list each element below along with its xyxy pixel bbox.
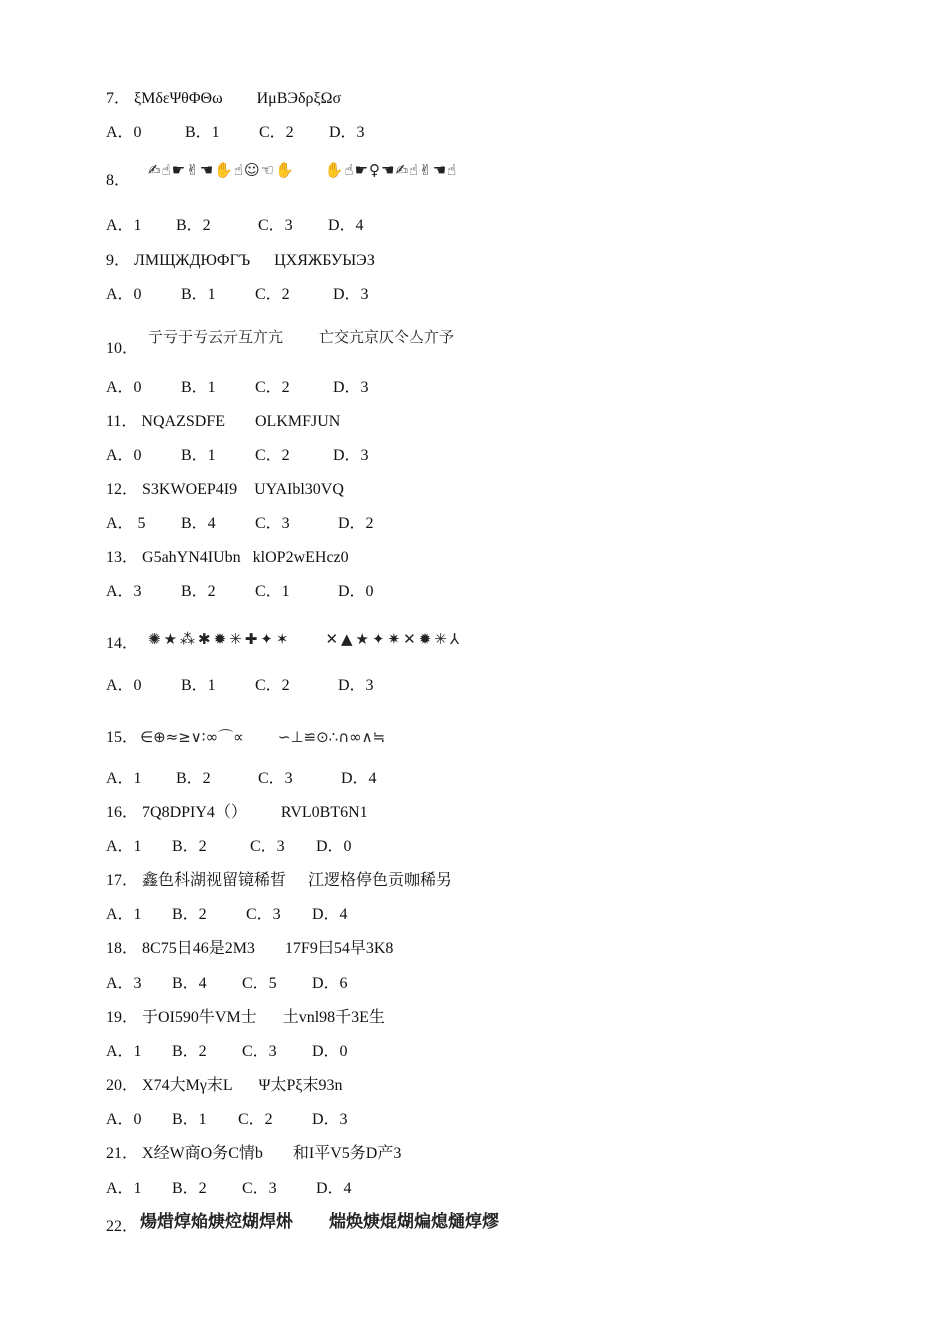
option-c: C．2 <box>255 286 290 303</box>
sequence-a: ✍☝☛✌☚✋☝☺☜✋ <box>148 161 295 179</box>
option-d: D．4 <box>316 1180 352 1197</box>
option-b: B．2 <box>172 1043 207 1060</box>
question-number: 18． <box>106 940 139 957</box>
option-c: C．2 <box>255 379 290 396</box>
options-10 <box>106 378 369 398</box>
sequence-a: 7Q8DPIY4（） <box>142 804 247 821</box>
option-b: B．2 <box>172 838 207 855</box>
option-a: A．1 <box>106 838 142 855</box>
sequence-a: ✺★⁂✱✹✳✚✦✶ <box>148 630 292 648</box>
sequence-b: 土vnl98千3E生 <box>282 1009 385 1026</box>
option-d: D．3 <box>333 447 369 464</box>
option-a: A．1 <box>106 1180 142 1197</box>
question-17 <box>106 871 452 891</box>
option-a: A．0 <box>106 379 142 396</box>
question-11 <box>106 412 340 432</box>
question-number: 10． <box>106 340 139 357</box>
option-c: C．5 <box>242 975 277 992</box>
sequence-a: ∈⊕≈≥∨∶∞⌒∝ <box>140 728 244 746</box>
question-7 <box>106 89 341 109</box>
option-c: C．1 <box>255 583 290 600</box>
option-b: B．1 <box>181 286 216 303</box>
option-d: D．4 <box>328 217 364 234</box>
options-19 <box>106 1042 348 1062</box>
question-12 <box>106 480 344 500</box>
options-18 <box>106 974 348 994</box>
option-b: B．2 <box>176 217 211 234</box>
option-a: A．1 <box>106 770 142 787</box>
sequence-a: G5ahYN4IUbn <box>142 549 241 566</box>
option-c: C．3 <box>246 906 281 923</box>
question-number: 16． <box>106 804 139 821</box>
option-c: C．2 <box>255 677 290 694</box>
question-number: 8． <box>106 172 131 189</box>
sequence-a: 8C75日46是2M3 <box>142 940 255 957</box>
sequence-b: 煓焕焿焜煳煸熄熥焞熮 <box>329 1212 500 1232</box>
question-16 <box>106 803 368 823</box>
sequence-b: ЦХЯЖБУЫЭЗ <box>274 252 375 269</box>
option-b: B．2 <box>181 583 216 600</box>
options-14 <box>106 676 374 696</box>
sequence-a: ξMδεΨθΦΘω <box>134 90 223 107</box>
sequence-b: UYAIbl30VQ <box>254 481 344 498</box>
option-c: C．3 <box>242 1043 277 1060</box>
sequence-b: 和I平V5务D产3 <box>292 1145 402 1162</box>
question-18 <box>106 939 393 959</box>
option-a: A．0 <box>106 286 142 303</box>
option-a: A．1 <box>106 906 142 923</box>
question-number: 20． <box>106 1077 139 1094</box>
question-19 <box>106 1008 385 1028</box>
question-21 <box>106 1144 401 1164</box>
option-d: D．4 <box>341 770 377 787</box>
option-b: B．1 <box>181 677 216 694</box>
sequence-b: 亡交亢京仄仒亼亣予 <box>319 328 455 346</box>
option-c: C．3 <box>255 515 290 532</box>
question-22 <box>106 1212 500 1237</box>
sequence-a: 亍亏于亐云亓互亣亢 <box>148 328 284 346</box>
option-a: A．3 <box>106 975 142 992</box>
sequence-a: S3KWOEP4I9 <box>142 481 238 498</box>
option-a: A．1 <box>106 1043 142 1060</box>
option-a: A．0 <box>106 124 142 141</box>
sequence-a: X经W商O务C情b <box>142 1145 263 1162</box>
option-d: D．0 <box>316 838 352 855</box>
options-20 <box>106 1110 348 1130</box>
sequence-b: ✋☝☛♀☚✍☝✌☚☝ <box>324 161 458 179</box>
sequence-a: X74大Mγ末L <box>142 1077 233 1094</box>
sequence-b: 17F9曰54早3K8 <box>284 940 394 957</box>
question-number: 14． <box>106 635 139 652</box>
option-d: D．3 <box>329 124 365 141</box>
option-b: B．2 <box>172 906 207 923</box>
option-b: B．2 <box>172 1180 207 1197</box>
option-d: D．3 <box>338 677 374 694</box>
option-c: C．2 <box>255 447 290 464</box>
options-11 <box>106 446 369 466</box>
option-d: D．3 <box>312 1111 348 1128</box>
option-a: A．0 <box>106 447 142 464</box>
option-c: C．3 <box>250 838 285 855</box>
question-number: 17． <box>106 872 139 889</box>
option-b: B．2 <box>176 770 211 787</box>
question-number: 12． <box>106 481 139 498</box>
sequence-b: RVL0BT6N1 <box>280 804 368 821</box>
options-16 <box>106 837 352 857</box>
sequence-b: ∽⊥≌⊙∴∩∞∧≒ <box>277 728 386 746</box>
option-c: C．3 <box>258 217 293 234</box>
option-c: C．2 <box>259 124 294 141</box>
question-number: 7． <box>106 90 131 107</box>
sequence-b: klOP2wEHcz0 <box>252 549 349 566</box>
option-c: C．3 <box>258 770 293 787</box>
option-d: D．6 <box>312 975 348 992</box>
options-7 <box>106 123 365 143</box>
sequence-b: Ψ太Pξ末93n <box>258 1077 343 1094</box>
options-8 <box>106 216 364 236</box>
question-10 <box>106 328 455 359</box>
option-b: B．1 <box>181 379 216 396</box>
option-a: A．3 <box>106 583 142 600</box>
sequence-a: 鑫色科湖视留镜稀晢 <box>142 872 287 889</box>
option-d: D．2 <box>338 515 374 532</box>
sequence-a: 煬焟焞焔焿焢煳焊烞 <box>140 1212 294 1232</box>
question-8 <box>106 161 458 191</box>
option-d: D．3 <box>333 379 369 396</box>
option-a: A．1 <box>106 217 142 234</box>
options-13 <box>106 582 374 602</box>
option-b: B．1 <box>172 1111 207 1128</box>
option-b: B．1 <box>181 447 216 464</box>
sequence-b: 江逻格停色贡咖稀另 <box>308 872 453 889</box>
sequence-b: ИμВЭδρξΩσ <box>256 90 342 107</box>
option-b: B．4 <box>172 975 207 992</box>
question-15 <box>106 727 385 748</box>
question-14 <box>106 630 463 654</box>
option-a: A．0 <box>106 677 142 694</box>
question-number: 19． <box>106 1009 139 1026</box>
question-13 <box>106 548 349 568</box>
option-d: D．0 <box>338 583 374 600</box>
question-9 <box>106 251 375 271</box>
options-15 <box>106 769 377 789</box>
option-a: A． 5 <box>106 515 146 532</box>
option-d: D．0 <box>312 1043 348 1060</box>
options-9 <box>106 285 369 305</box>
option-d: D．4 <box>312 906 348 923</box>
option-b: B．4 <box>181 515 216 532</box>
option-c: C．2 <box>238 1111 273 1128</box>
question-number: 11． <box>106 413 138 430</box>
question-number: 9． <box>106 252 131 269</box>
option-b: B．1 <box>185 124 220 141</box>
question-number: 22． <box>106 1218 139 1235</box>
sequence-a: 于OI590牛VM士 <box>142 1009 257 1026</box>
options-21 <box>106 1179 352 1199</box>
option-d: D．3 <box>333 286 369 303</box>
sequence-b: ✕▲★✦✷✕✹✳⅄ <box>325 630 463 648</box>
sequence-a: NQAZSDFE <box>141 413 225 430</box>
question-number: 15． <box>106 729 139 746</box>
sequence-b: OLKMFJUN <box>254 413 341 430</box>
question-number: 13． <box>106 549 139 566</box>
question-20 <box>106 1076 343 1096</box>
sequence-a: ЛМЩЖДЮФГЪ <box>134 252 251 269</box>
options-17 <box>106 905 348 925</box>
option-c: C．3 <box>242 1180 277 1197</box>
question-number: 21． <box>106 1145 139 1162</box>
option-a: A．0 <box>106 1111 142 1128</box>
options-12 <box>106 514 374 534</box>
